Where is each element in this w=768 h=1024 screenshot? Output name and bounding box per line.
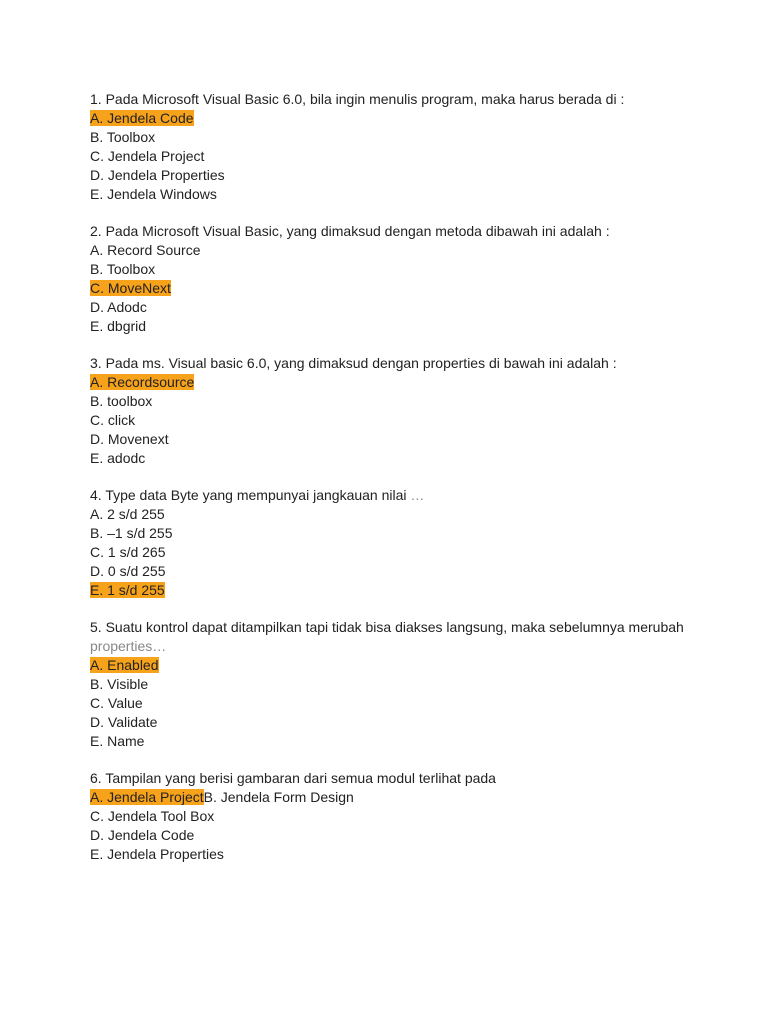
answer-option: B. Toolbox	[90, 129, 156, 145]
question-6	[90, 769, 710, 864]
question-prompt: 5. Suatu kontrol dapat ditampilkan tapi tidak bisa diakses langsung, maka sebelumnya merubah	[90, 619, 684, 635]
answer-option: E. Jendela Properties	[90, 846, 224, 862]
answer-option: D. Jendela Properties	[90, 167, 225, 183]
answer-option: D. Adodc	[90, 299, 147, 315]
answer-option: C. click	[90, 412, 136, 428]
answer-option-highlighted	[90, 279, 710, 298]
answer-option: B. toolbox	[90, 393, 153, 409]
answer-option: A. 2 s/d 255	[90, 506, 165, 522]
question-prompt-text: 4. Type data Byte yang mempunyai jangkauan nilai	[90, 487, 411, 503]
answer-option: B. Toolbox	[90, 261, 156, 277]
question-4	[90, 486, 710, 600]
answer-option: D. Movenext	[90, 431, 169, 447]
answer-option: C. Jendela Tool Box	[90, 808, 215, 824]
answer-option: E. Jendela Windows	[90, 186, 217, 202]
quiz-document	[90, 90, 710, 882]
answer-option: B. Jendela Form Design	[203, 789, 354, 805]
answer-option: C. 1 s/d 265	[90, 544, 166, 560]
answer-option: E. adodc	[90, 450, 146, 466]
answer-option-row	[90, 788, 710, 807]
question-1	[90, 90, 710, 204]
answer-option: D. Jendela Code	[90, 827, 195, 843]
answer-option: B. Visible	[90, 676, 149, 692]
question-prompt-ellipsis: …	[410, 487, 425, 503]
question-prompt: 2. Pada Microsoft Visual Basic, yang dimaksud dengan metoda dibawah ini adalah :	[90, 223, 610, 239]
highlighted-answer: E. 1 s/d 255	[90, 582, 165, 598]
answer-option-highlighted	[90, 373, 710, 392]
highlighted-answer: C. MoveNext	[90, 280, 171, 296]
highlighted-answer: A. Recordsource	[90, 374, 195, 390]
question-prompt-continued: properties…	[90, 638, 167, 654]
question-prompt: 6. Tampilan yang berisi gambaran dari semua modul terlihat pada	[90, 770, 496, 786]
answer-option-highlighted	[90, 109, 710, 128]
question-5	[90, 618, 710, 751]
question-3	[90, 354, 710, 468]
question-prompt: 1. Pada Microsoft Visual Basic 6.0, bila ingin menulis program, maka harus berada di :	[90, 91, 625, 107]
answer-option: D. 0 s/d 255	[90, 563, 166, 579]
question-2	[90, 222, 710, 336]
answer-option: C. Jendela Project	[90, 148, 205, 164]
question-prompt	[90, 486, 710, 505]
answer-option: D. Validate	[90, 714, 158, 730]
answer-option: E. dbgrid	[90, 318, 147, 334]
answer-option: A. Record Source	[90, 242, 201, 258]
answer-option: C. Value	[90, 695, 143, 711]
answer-option-highlighted	[90, 581, 710, 600]
highlighted-answer: A. Jendela Project	[90, 789, 204, 805]
answer-option: E. Name	[90, 733, 145, 749]
question-prompt: 3. Pada ms. Visual basic 6.0, yang dimaksud dengan properties di bawah ini adalah :	[90, 355, 617, 371]
highlighted-answer: A. Jendela Code	[90, 110, 194, 126]
answer-option-highlighted	[90, 656, 710, 675]
answer-option: B. –1 s/d 255	[90, 525, 173, 541]
highlighted-answer: A. Enabled	[90, 657, 159, 673]
